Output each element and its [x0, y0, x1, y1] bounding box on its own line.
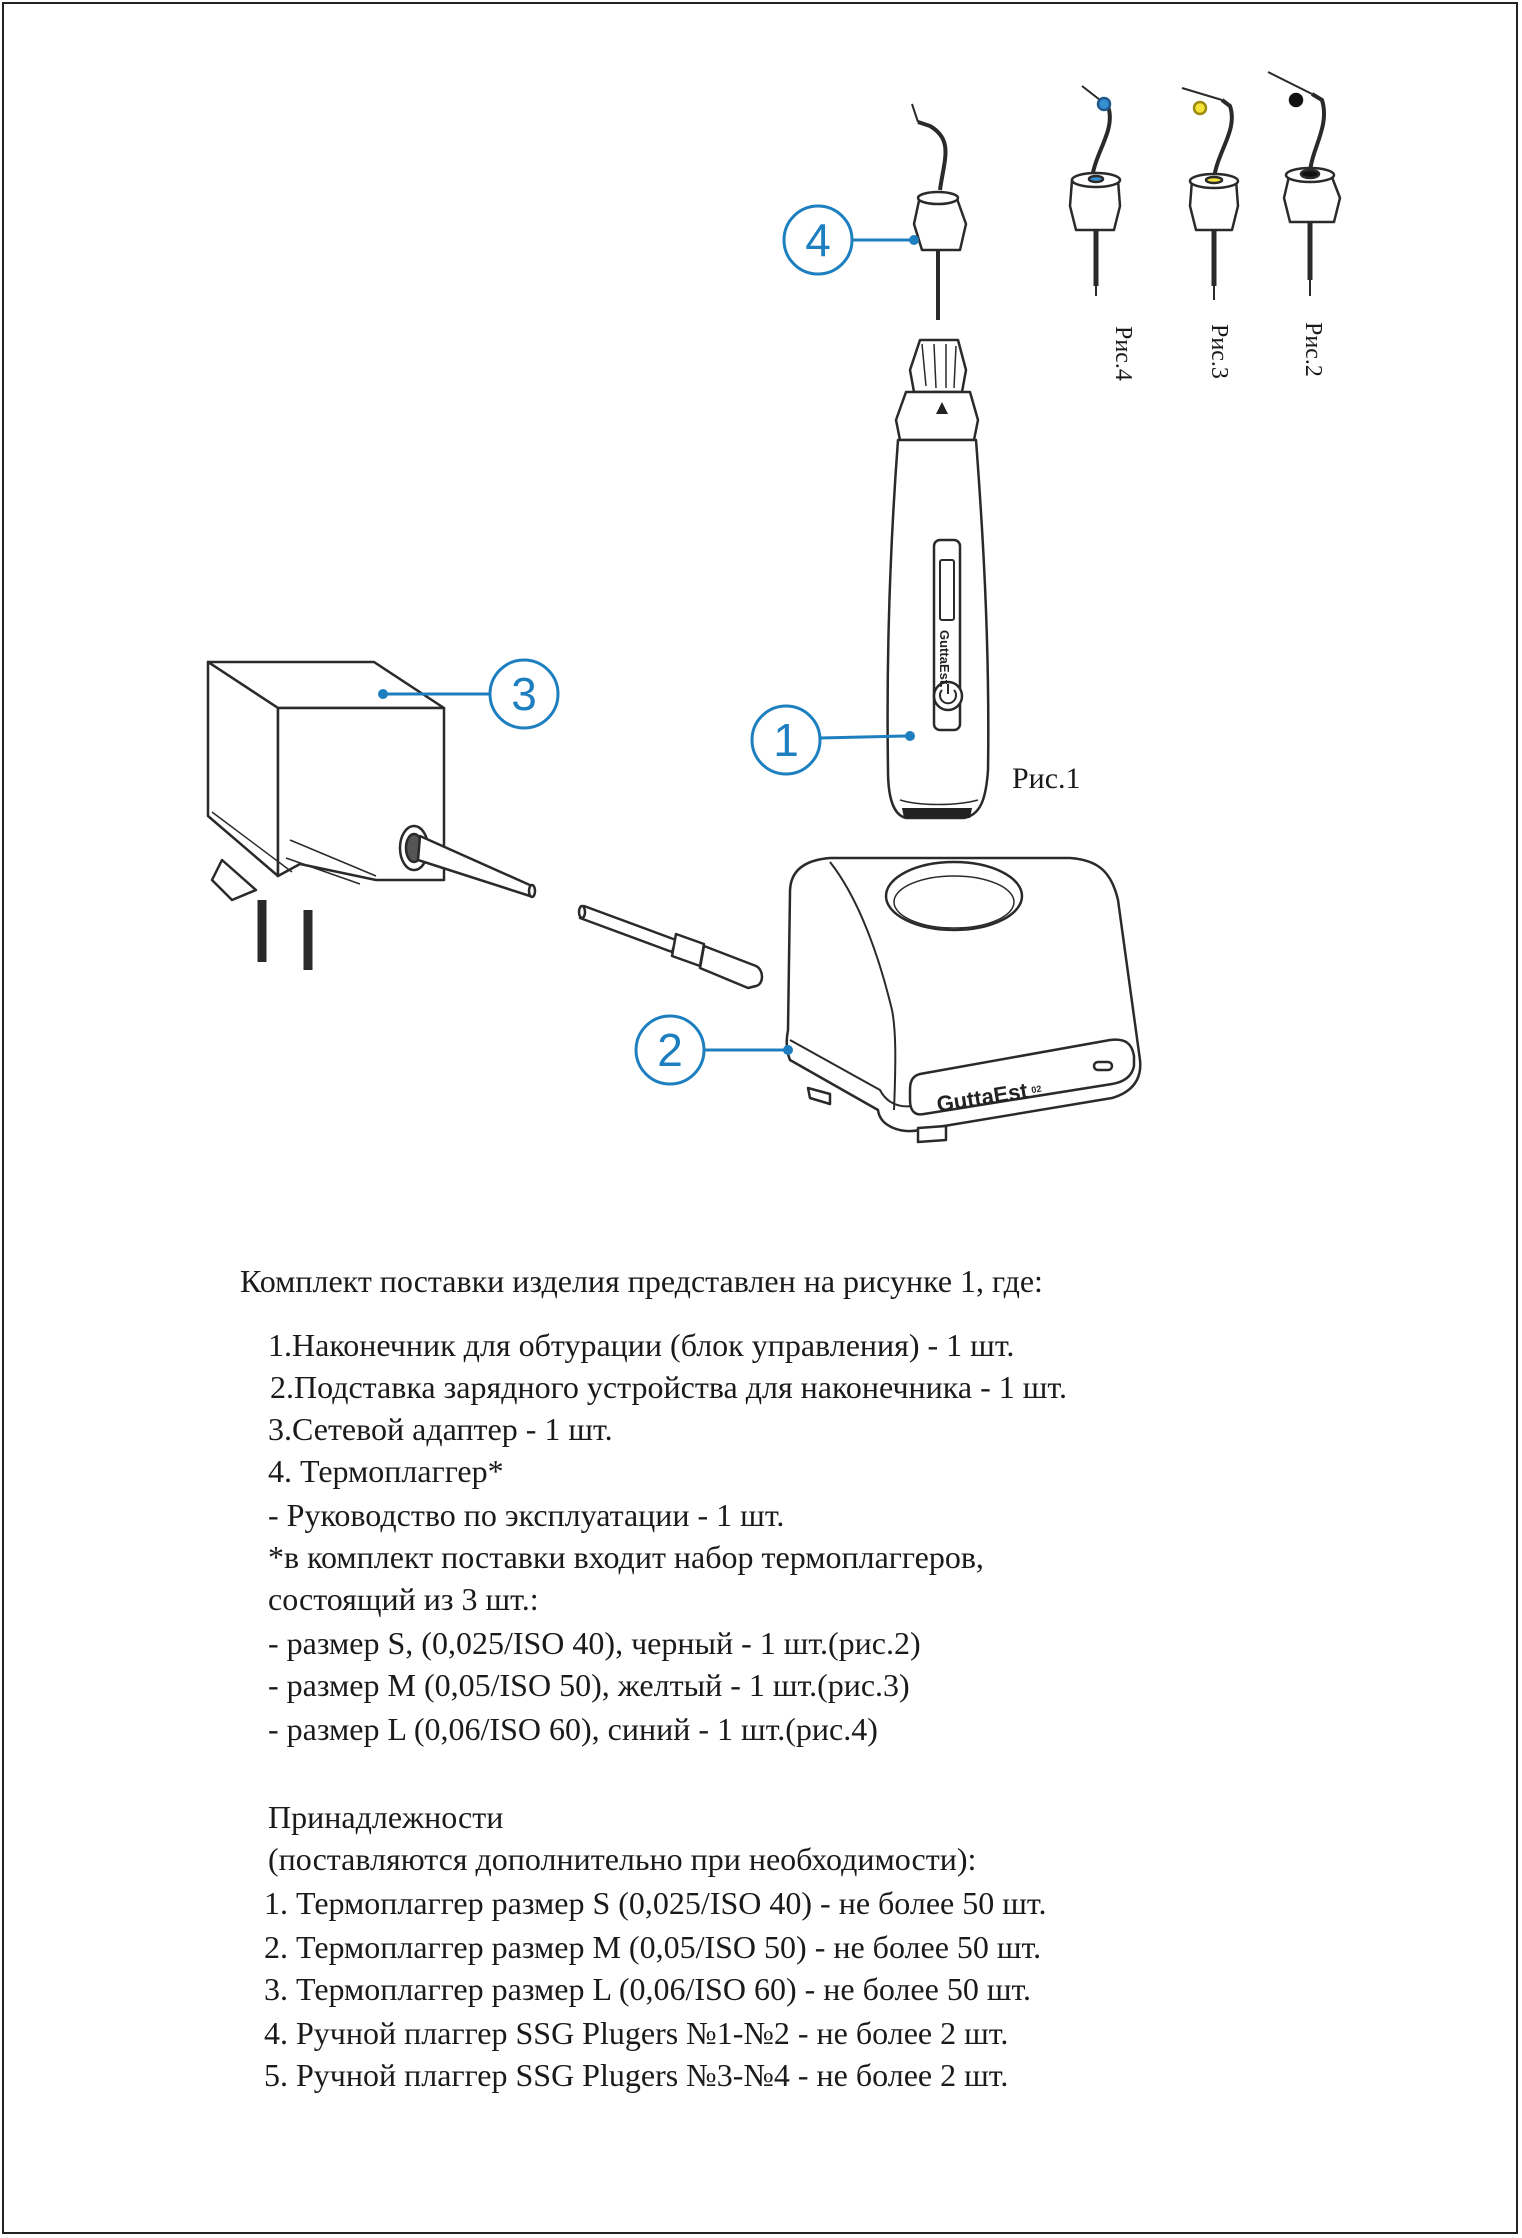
base-brand-label: GuttaEst02 — [934, 1077, 1043, 1117]
handpiece-item1 — [888, 340, 989, 818]
tip-black-fig2 — [1268, 72, 1340, 296]
svg-text:3: 3 — [511, 668, 537, 720]
accessory-item: 4. Ручной плаггер SSG Plugers №1-№2 - не более 2 шт. — [264, 2015, 1009, 2051]
handpiece-brand-label: GuttaEst. — [937, 630, 952, 688]
fig2-label: Рис.2 — [1300, 322, 1326, 377]
intro-text: Комплект поставки изделия представлен на рисунке 1, где: — [240, 1263, 1043, 1299]
list-item: 3.Сетевой адаптер - 1 шт. — [268, 1411, 613, 1447]
fig3-label: Рис.3 — [1206, 324, 1232, 379]
callout-2 — [636, 1016, 793, 1084]
svg-text:2: 2 — [657, 1024, 683, 1076]
accessory-item: 2. Термоплаггер размер M (0,05/ISO 50) - не более 50 шт. — [264, 1929, 1042, 1965]
tip-yellow-marker — [1194, 102, 1206, 114]
list-item: состоящий из 3 шт.: — [268, 1581, 539, 1617]
usb-cable — [579, 906, 762, 988]
list-item: - Руководство по эксплуатации - 1 шт. — [268, 1497, 785, 1533]
callout-4 — [784, 206, 919, 274]
tip-black-marker — [1290, 94, 1302, 106]
list-item: 2.Подставка зарядного устройства для наконечника - 1 шт. — [270, 1369, 1067, 1405]
svg-text:4: 4 — [805, 214, 831, 266]
fig1-label: Рис.1 — [1012, 762, 1081, 795]
list-item: *в комплект поставки входит набор термоплаггеров, — [268, 1539, 984, 1575]
list-item: - размер L (0,06/ISO 60), синий - 1 шт.(рис.4) — [268, 1711, 878, 1747]
list-item: 1.Наконечник для обтурации (блок управления) - 1 шт. — [268, 1327, 1015, 1363]
tip-yellow-fig3 — [1182, 88, 1238, 300]
thermoplugger-item4 — [912, 104, 966, 320]
accessory-item: 1. Термоплаггер размер S (0,025/ISO 40) - не более 50 шт. — [264, 1885, 1047, 1921]
tip-blue-fig4 — [1070, 86, 1120, 296]
fig4-label: Рис.4 — [1110, 326, 1136, 381]
list-item: 4. Термоплаггер* — [268, 1453, 504, 1489]
accessory-item: 3. Термоплаггер размер L (0,06/ISO 60) - не более 50 шт. — [264, 1971, 1032, 2007]
tip-blue-marker — [1098, 98, 1110, 110]
base-indicator — [1094, 1062, 1112, 1070]
accessory-item: 5. Ручной плаггер SSG Plugers №3-№4 - не более 2 шт. — [264, 2057, 1009, 2093]
svg-text:1: 1 — [773, 714, 799, 766]
list-item: - размер M (0,05/ISO 50), желтый - 1 шт.(рис.3) — [268, 1667, 910, 1703]
accessories-title: Принадлежности — [268, 1799, 504, 1835]
list-item: - размер S, (0,025/ISO 40), черный - 1 шт.(рис.2) — [268, 1625, 921, 1661]
accessories-note: (поставляются дополнительно при необходимости): — [268, 1841, 977, 1877]
power-adapter-item3 — [208, 662, 535, 970]
